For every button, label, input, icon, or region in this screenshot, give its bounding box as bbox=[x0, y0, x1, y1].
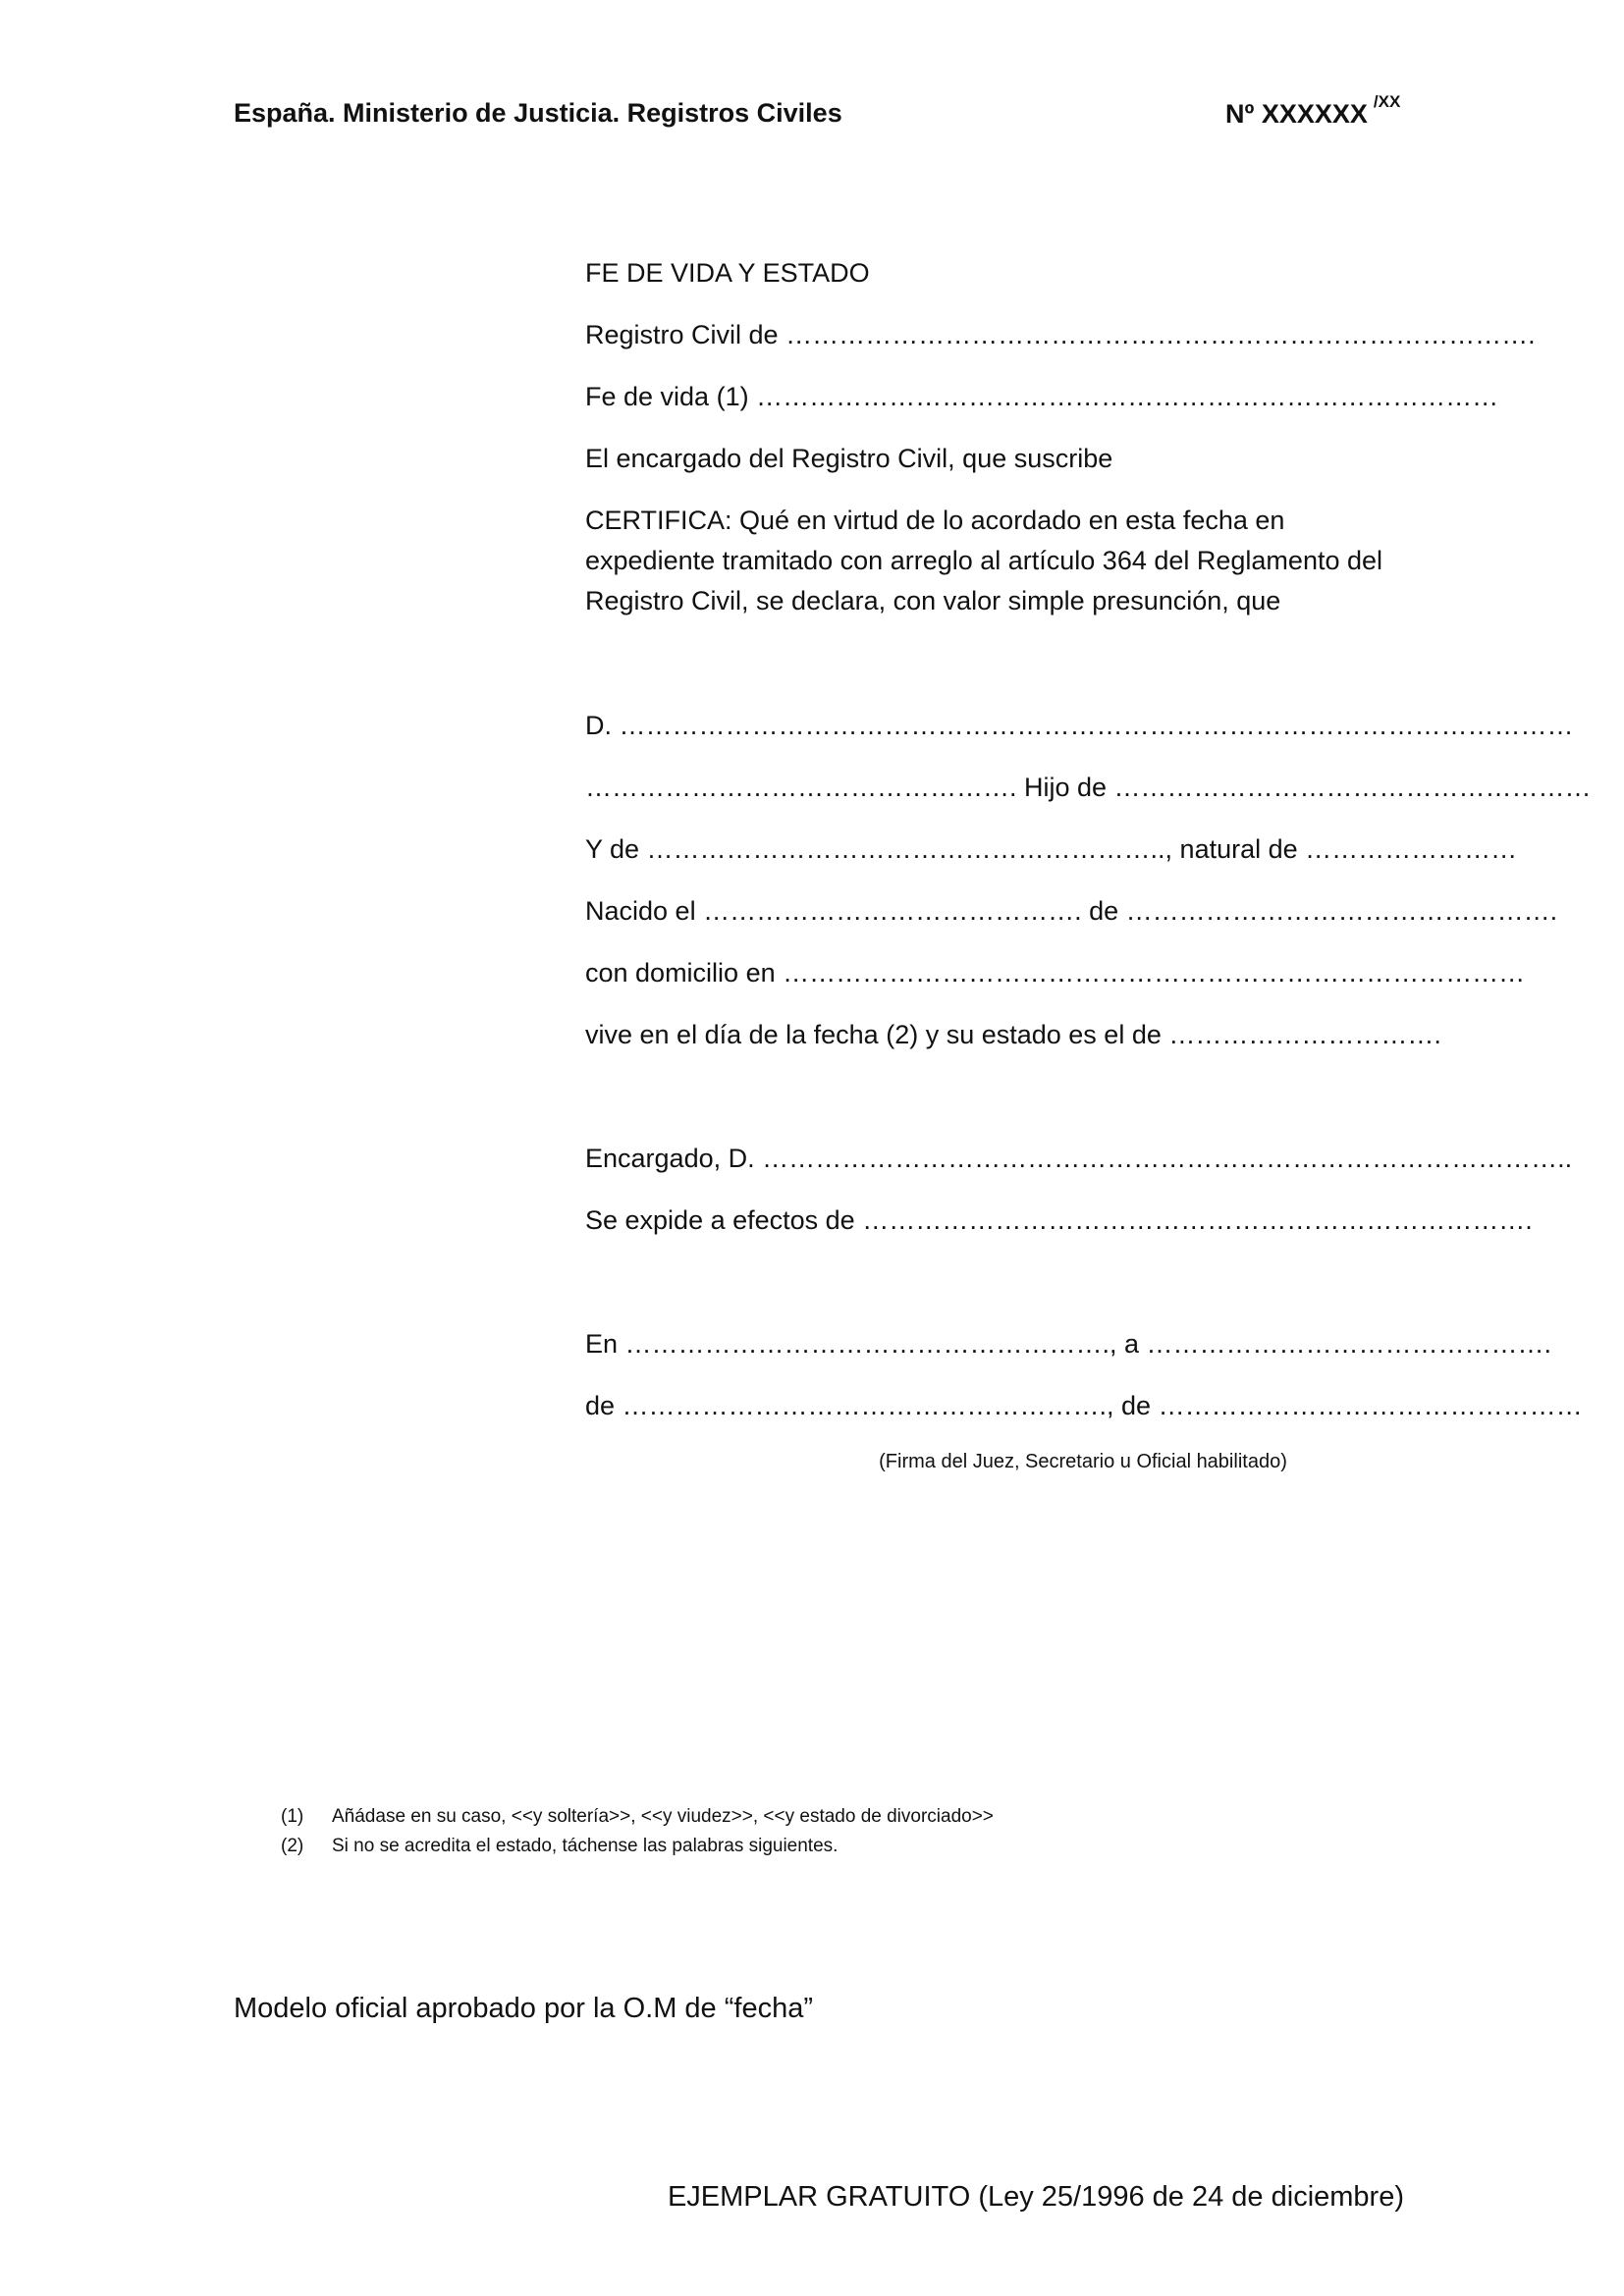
encargado-line: Encargado, D. ……………………………………………………………………………….. bbox=[585, 1144, 1573, 1173]
de-date-line: de ………………………………………………., de ………………………………………… bbox=[585, 1391, 1583, 1420]
nacido-line: Nacido el ……………………………………. de …………………………………………. bbox=[585, 896, 1558, 926]
ejemplar-gratuito-text: EJEMPLAR GRATUITO (Ley 25/1996 de 24 de diciembre) bbox=[667, 2181, 1404, 2213]
encargado-suscribe-line: El encargado del Registro Civil, que suscribe bbox=[585, 444, 1113, 473]
form-title: FE DE VIDA Y ESTADO bbox=[585, 258, 870, 288]
header-ministry: España. Ministerio de Justicia. Registros Civiles bbox=[234, 98, 842, 128]
d-name-line: D. ……………………………………………………………………………………………… bbox=[585, 711, 1574, 740]
header-number-text: Nº XXXXXX bbox=[1225, 99, 1368, 129]
footnote-1-text: Añádase en su caso, <<y soltería>>, <<y viudez>>, <<y estado de divorciado>> bbox=[332, 1806, 994, 1827]
footnote-2-text: Si no se acredita el estado, táchense las palabras siguientes. bbox=[332, 1836, 839, 1856]
en-place-line: En ………………………………………………., a ………………………………………. bbox=[585, 1329, 1552, 1359]
header-number bbox=[1225, 92, 1401, 130]
footnote-1 bbox=[281, 1806, 994, 1828]
y-de-line: Y de ………………………………………………….., natural de …………………… bbox=[585, 834, 1518, 864]
signature-caption: (Firma del Juez, Secretario u Oficial habilitado) bbox=[879, 1451, 1287, 1472]
modelo-oficial-text: Modelo oficial aprobado por la O.M de “fecha” bbox=[234, 1993, 813, 2024]
hijo-de-line: …………………………………………. Hijo de ……………………………………………… bbox=[585, 773, 1592, 802]
header-number-suffix: /XX bbox=[1373, 92, 1401, 111]
footnote-2-number: (2) bbox=[281, 1836, 304, 1856]
footnote-1-number: (1) bbox=[281, 1806, 304, 1827]
footnote-2 bbox=[281, 1836, 838, 1857]
expide-line: Se expide a efectos de …………………………………………………………………. bbox=[585, 1205, 1533, 1235]
certifica-paragraph: CERTIFICA: Qué en virtud de lo acordado en esta fecha en expediente tramitado con arreglo al artículo 364 del Reglamento del Registro Civil, se declara, con valor simple presunción, que bbox=[585, 506, 1383, 615]
vive-estado-line: vive en el día de la fecha (2) y su estado es el de …………………………. bbox=[585, 1020, 1441, 1049]
fe-de-vida-line: Fe de vida (1) ………………………………………………………………………… bbox=[585, 382, 1499, 411]
domicilio-line: con domicilio en ………………………………………………………………………… bbox=[585, 958, 1526, 988]
registro-civil-line: Registro Civil de …………………………………………………………………………. bbox=[585, 320, 1536, 349]
